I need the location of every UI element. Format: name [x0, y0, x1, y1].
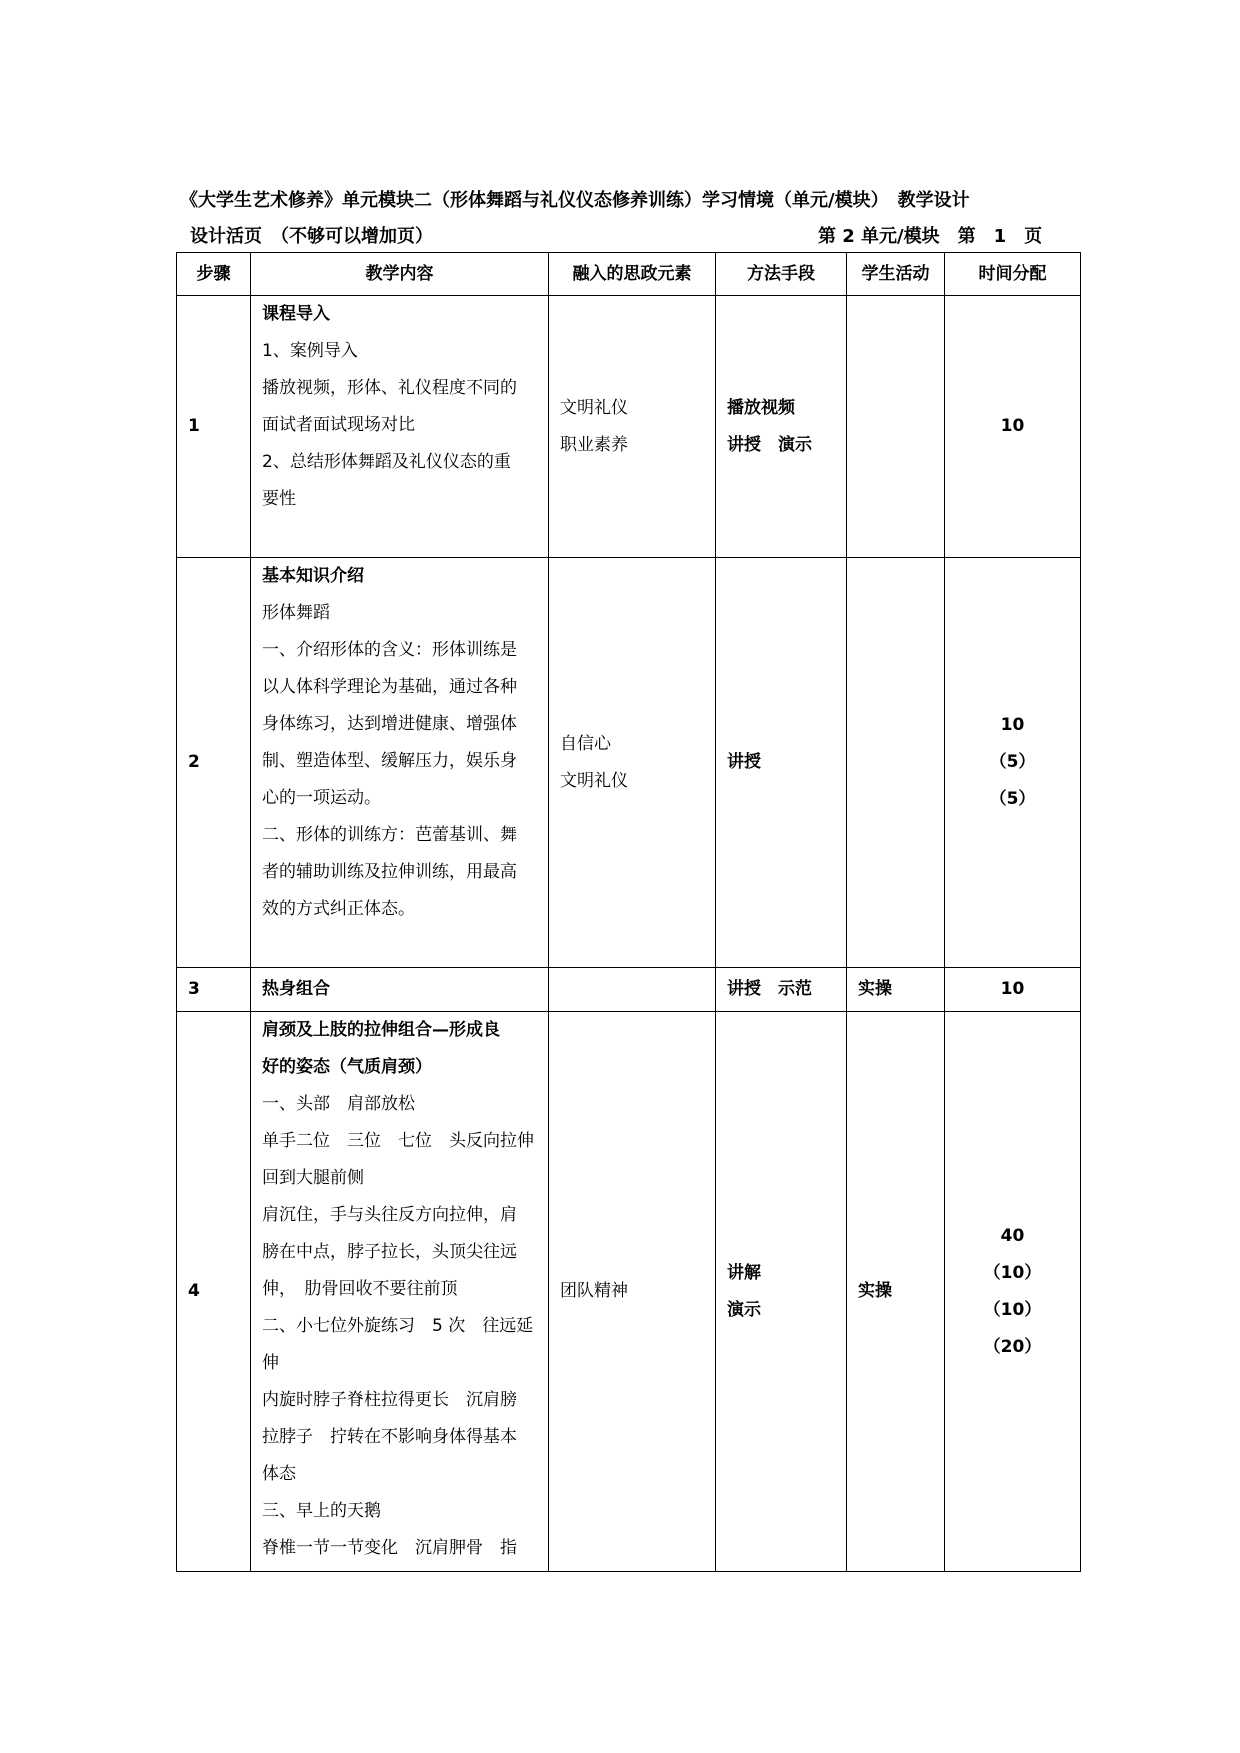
content-heading: 课程导入 — [262, 304, 330, 324]
content-line: 以人体科学理论为基础，通过各种 — [262, 677, 517, 697]
content-line: 体态 — [262, 1464, 296, 1484]
time-cell — [945, 296, 1081, 558]
ideology-item: 文明礼仪 — [560, 397, 628, 418]
content-line: 面试者面试现场对比 — [262, 415, 415, 435]
table-row — [177, 1012, 1081, 1572]
time-value: （20） — [983, 1336, 1042, 1357]
content-line: 播放视频，形体、礼仪程度不同的 — [262, 378, 517, 398]
ideology-item: 职业素养 — [560, 434, 628, 455]
page-indicator: 第 2 单元/模块 第 1 页 — [818, 226, 1043, 247]
content-line: 脊椎一节一节变化 沉肩胛骨 指 — [262, 1538, 517, 1558]
content-line: 二、小七位外旋练习 5 次 往远延 — [262, 1316, 534, 1336]
content-cell — [251, 1012, 549, 1572]
activity-cell — [847, 296, 945, 558]
header-activity: 学生活动 — [847, 253, 945, 296]
content-line: 肩沉住，手与头往反方向拉伸，肩 — [262, 1205, 517, 1225]
methods-cell — [716, 968, 847, 1012]
content-line: 者的辅助训练及拉伸训练，用最高 — [262, 862, 517, 882]
time-value: （10） — [983, 1262, 1042, 1283]
content-cell — [251, 558, 549, 968]
content-heading: 基本知识介绍 — [262, 566, 364, 586]
time-value: 10 — [1000, 715, 1025, 735]
content-line: 单手二位 三位 七位 头反向拉伸 — [262, 1131, 534, 1151]
content-line: 膀在中点，脖子拉长，头顶尖往远 — [262, 1242, 517, 1262]
time-value: （5） — [989, 752, 1036, 772]
subtitle-left: 设计活页 （不够可以增加页） — [190, 226, 433, 247]
step-cell: 2 — [177, 558, 251, 968]
content-line: 要性 — [262, 489, 296, 509]
step-cell: 3 — [177, 968, 251, 1012]
activity-cell — [847, 1012, 945, 1572]
activity-item: 实操 — [858, 1281, 892, 1301]
ideology-item: 文明礼仪 — [560, 770, 628, 791]
content-line: 2、总结形体舞蹈及礼仪仪态的重 — [262, 452, 511, 472]
method-item: 播放视频 — [727, 397, 795, 418]
step-cell: 1 — [177, 296, 251, 558]
table-row — [177, 558, 1081, 968]
lesson-plan-table — [176, 252, 1081, 1572]
content-heading: 肩颈及上肢的拉伸组合—形成良 — [262, 1020, 500, 1040]
ideology-cell — [549, 968, 716, 1012]
table-row — [177, 968, 1081, 1012]
time-value: 10 — [1000, 979, 1025, 999]
ideology-cell — [549, 558, 716, 968]
method-item: 演示 — [727, 1299, 761, 1320]
activity-cell — [847, 558, 945, 968]
methods-cell — [716, 296, 847, 558]
time-value: 10 — [1000, 416, 1025, 436]
step-cell: 4 — [177, 1012, 251, 1572]
header-content: 教学内容 — [251, 253, 549, 296]
content-line: 三、早上的天鹅 — [262, 1501, 381, 1521]
content-line: 形体舞蹈 — [262, 603, 330, 623]
header-step: 步骤 — [177, 253, 251, 296]
content-cell — [251, 296, 549, 558]
content-heading: 好的姿态（气质肩颈） — [262, 1057, 432, 1077]
content-line: 内旋时脖子脊柱拉得更长 沉肩膀 — [262, 1390, 517, 1410]
document-title: 《大学生艺术修养》单元模块二（形体舞蹈与礼仪仪态修养训练）学习情境（单元/模块） 教学设计 — [180, 190, 970, 211]
content-cell — [251, 968, 549, 1012]
time-cell — [945, 968, 1081, 1012]
activity-item: 实操 — [858, 979, 892, 999]
activity-cell — [847, 968, 945, 1012]
method-item: 讲授 演示 — [727, 434, 812, 455]
table-header-row — [177, 253, 1081, 296]
content-line: 一、头部 肩部放松 — [262, 1094, 415, 1114]
time-cell — [945, 1012, 1081, 1572]
content-line: 制、塑造体型、缓解压力，娱乐身 — [262, 751, 517, 771]
content-line: 效的方式纠正体态。 — [262, 899, 415, 919]
method-item: 讲授 — [727, 752, 761, 772]
content-line: 1、案例导入 — [262, 341, 358, 361]
methods-cell — [716, 1012, 847, 1572]
content-line: 二、形体的训练方：芭蕾基训、舞 — [262, 825, 517, 845]
ideology-item: 团队精神 — [560, 1281, 628, 1301]
time-cell — [945, 558, 1081, 968]
content-line: 一、介绍形体的含义：形体训练是 — [262, 640, 517, 660]
content-line: 心的一项运动。 — [262, 788, 381, 808]
content-line: 身体练习，达到增进健康、增强体 — [262, 714, 517, 734]
header-ideology: 融入的思政元素 — [549, 253, 716, 296]
method-item: 讲授 示范 — [727, 979, 812, 999]
content-line: 伸， 肋骨回收不要往前顶 — [262, 1279, 458, 1299]
table-row — [177, 296, 1081, 558]
content-line: 拉脖子 拧转在不影响身体得基本 — [262, 1427, 517, 1447]
method-item: 讲解 — [727, 1262, 761, 1283]
content-line: 伸 — [262, 1353, 279, 1373]
header-methods: 方法手段 — [716, 253, 847, 296]
ideology-cell — [549, 1012, 716, 1572]
methods-cell — [716, 558, 847, 968]
header-time: 时间分配 — [945, 253, 1081, 296]
content-heading: 热身组合 — [262, 979, 330, 999]
time-value: （10） — [983, 1299, 1042, 1320]
content-line: 回到大腿前侧 — [262, 1168, 364, 1188]
ideology-cell — [549, 296, 716, 558]
time-value: （5） — [989, 789, 1036, 809]
ideology-item: 自信心 — [560, 733, 611, 754]
time-value: 40 — [1000, 1225, 1025, 1246]
